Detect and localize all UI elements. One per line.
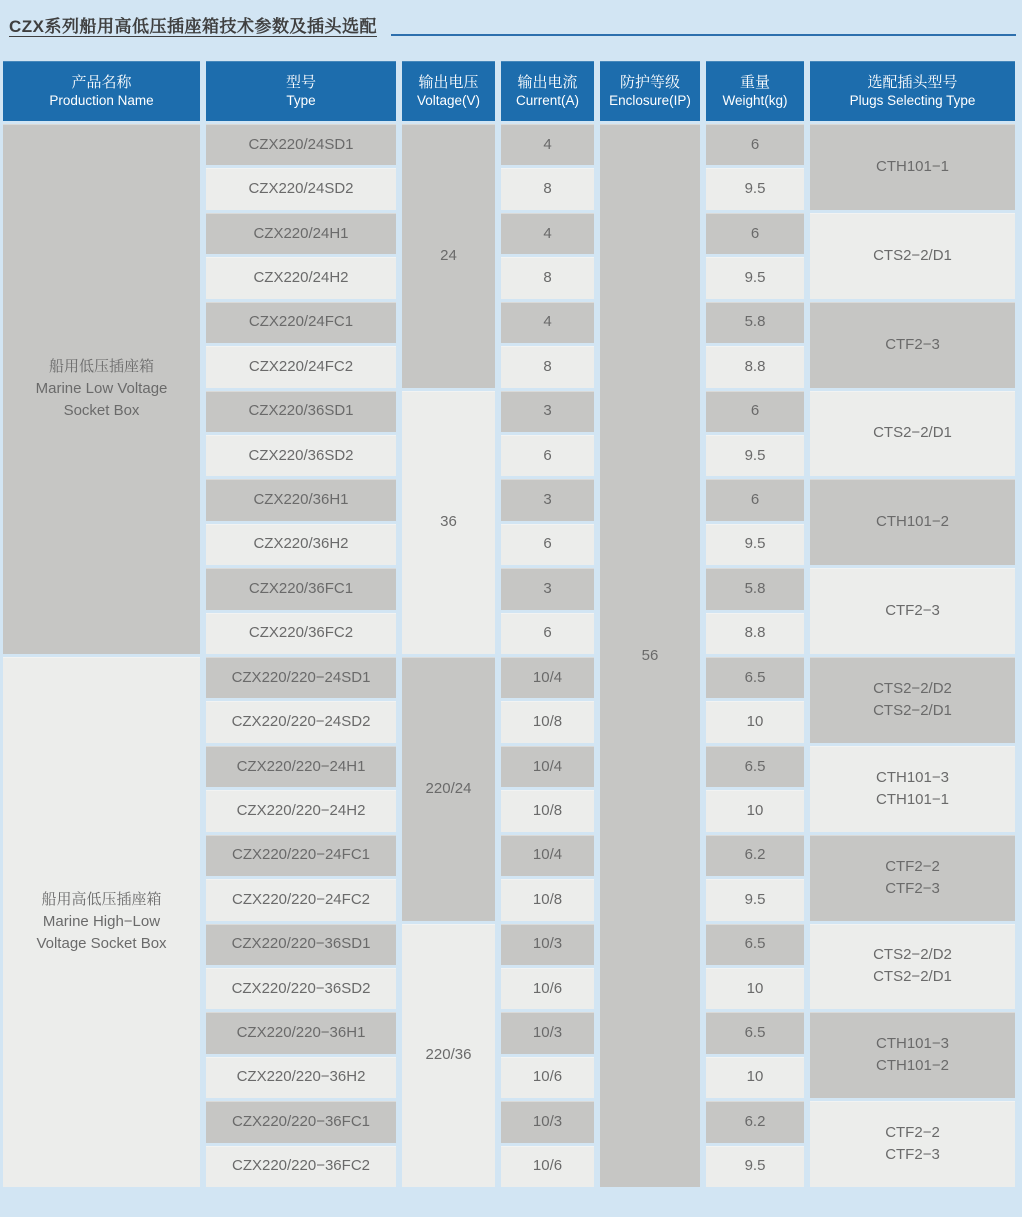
product-cell-text: Socket Box [63,402,140,419]
type-cell-text: CZX220/24FC2 [248,357,354,375]
weight-cell-text: 10 [746,979,764,997]
weight-cell-text: 9.5 [744,1157,766,1175]
current-cell-text: 10/8 [532,890,563,908]
weight-cell-text: 9.5 [744,535,766,553]
weight-cell [706,879,804,920]
weight-cell [706,302,804,343]
type-cell [206,346,396,387]
header-zh: 输出电流 [517,73,578,91]
voltage-cell-text: 36 [440,513,457,531]
header-zh: 重量 [739,73,770,91]
weight-cell-text: 6 [750,224,760,242]
enclosure-cell [600,124,700,1187]
current-cell [501,568,594,609]
current-cell [501,435,594,476]
product-cell [3,657,200,1187]
type-cell-text: CZX220/24H2 [253,268,349,286]
type-cell [206,613,396,654]
current-cell [501,657,594,698]
plug-cell-text: CTF2−2 [885,857,940,875]
plug-cell-text: CTH101−3 [876,1035,949,1053]
current-cell-text: 10/3 [532,1112,563,1130]
weight-cell [706,1057,804,1098]
current-cell [501,168,594,209]
weight-cell-text: 9.5 [744,890,766,908]
weight-cell-text: 6.5 [744,935,766,953]
current-cell [501,1012,594,1053]
type-cell-text: CZX220/220−24SD1 [231,668,371,686]
type-cell [206,435,396,476]
current-cell [501,613,594,654]
type-cell-text: CZX220/36H2 [253,535,349,553]
current-cell [501,1101,594,1142]
current-cell-text: 10/3 [532,1024,563,1042]
weight-cell-text: 10 [746,1068,764,1086]
current-cell-text: 3 [543,491,552,509]
weight-cell [706,657,804,698]
plug-cell-text: CTF2−3 [885,879,940,897]
weight-cell-text: 5.8 [744,313,766,331]
current-cell-text: 10/4 [532,668,563,686]
product-cell-text: Marine High−Low [42,913,161,930]
weight-cell [706,1012,804,1053]
plug-cell [810,302,1015,388]
current-cell [501,302,594,343]
current-cell [501,124,594,165]
type-cell-text: CZX220/220−36H1 [236,1024,366,1042]
weight-cell-text: 9.5 [744,180,766,198]
type-cell [206,657,396,698]
plug-cell-text: CTH101−2 [876,1057,949,1075]
plug-cell-text: CTS2−2/D2 [873,946,952,964]
current-cell-text: 10/8 [532,801,563,819]
weight-cell [706,790,804,831]
current-cell-text: 3 [543,579,552,597]
weight-cell-text: 6 [750,491,760,509]
type-cell-text: CZX220/24H1 [253,224,349,242]
page-title: CZX系列船用高低压插座箱技术参数及插头选配 [9,17,377,36]
plug-cell [810,568,1015,654]
plug-cell [810,924,1015,1010]
type-cell-text: CZX220/36H1 [253,491,349,509]
type-cell [206,924,396,965]
enclosure-cell-text: 56 [641,646,659,664]
current-cell-text: 10/6 [532,1157,563,1175]
title-rule [391,34,1016,36]
weight-cell-text: 9.5 [744,446,766,464]
header-production-name [3,61,200,121]
current-cell-text: 10/3 [532,935,563,953]
current-cell [501,790,594,831]
spec-table [0,61,1022,1187]
weight-cell-text: 6.2 [744,846,766,864]
weight-cell-text: 6 [750,135,760,153]
plug-cell-text: CTH101−2 [876,513,949,531]
weight-cell-text: 6.5 [744,757,766,775]
product-cell-text: Voltage Socket Box [36,935,167,952]
weight-cell [706,524,804,565]
weight-cell [706,346,804,387]
plug-cell-text: CTF2−3 [885,1146,940,1164]
header-en: Weight(kg) [722,92,788,108]
type-cell [206,479,396,520]
plug-cell [810,391,1015,477]
header-zh: 选配插头型号 [867,73,958,91]
weight-cell-text: 6.2 [744,1112,766,1130]
type-cell-text: CZX220/220−36H2 [236,1068,366,1086]
weight-cell-text: 10 [746,801,764,819]
weight-cell-text: 8.8 [744,357,766,375]
current-cell [501,257,594,298]
weight-cell [706,168,804,209]
type-cell [206,1012,396,1053]
weight-cell-text: 5.8 [744,579,766,597]
plug-cell [810,657,1015,743]
current-cell [501,1057,594,1098]
product-cell-text: 船用高低压插座箱 [41,891,162,908]
type-cell-text: CZX220/220−24FC2 [231,890,370,908]
weight-cell-text: 8.8 [744,624,766,642]
type-cell-text: CZX220/24FC1 [248,313,354,331]
weight-cell [706,968,804,1009]
table-header-row [3,61,1019,121]
type-cell [206,746,396,787]
weight-cell [706,124,804,165]
plug-cell-text: CTH101−3 [876,768,949,786]
type-cell [206,391,396,432]
type-cell-text: CZX220/220−36SD2 [231,979,371,997]
current-cell-text: 10/6 [532,1068,563,1086]
type-cell [206,257,396,298]
current-cell [501,701,594,742]
plug-cell [810,746,1015,832]
current-cell [501,524,594,565]
current-cell-text: 10/4 [532,846,563,864]
type-cell-text: CZX220/36FC2 [248,624,354,642]
current-cell-text: 6 [543,535,552,553]
voltage-cell [402,124,495,388]
plug-cell-text: CTF2−3 [885,602,940,620]
current-cell [501,746,594,787]
plug-cell [810,479,1015,565]
current-cell [501,213,594,254]
weight-cell [706,924,804,965]
header-zh: 型号 [285,73,316,91]
weight-cell [706,391,804,432]
type-cell [206,124,396,165]
weight-cell-text: 9.5 [744,268,766,286]
weight-cell-text: 6 [750,402,760,420]
voltage-cell [402,924,495,1188]
weight-cell [706,1101,804,1142]
weight-cell [706,568,804,609]
product-cell-text: 船用低压插座箱 [48,358,154,375]
voltage-cell-text: 220/36 [425,1046,472,1064]
header-type [206,61,396,121]
current-cell-text: 10/6 [532,979,563,997]
type-cell [206,168,396,209]
weight-cell [706,257,804,298]
title-row [0,0,1022,37]
table-body [3,124,1019,1187]
weight-cell-text: 6.5 [744,1024,766,1042]
type-cell [206,568,396,609]
type-cell [206,879,396,920]
plug-cell-text: CTS2−2/D1 [873,424,952,442]
type-cell-text: CZX220/220−24H2 [236,801,366,819]
current-cell-text: 8 [543,357,552,375]
header-weight [706,61,804,121]
type-cell [206,1146,396,1187]
type-cell [206,302,396,343]
weight-cell [706,479,804,520]
product-cell [3,124,200,654]
current-cell [501,968,594,1009]
plug-cell [810,1101,1015,1187]
header-zh: 输出电压 [418,73,479,91]
type-cell-text: CZX220/220−24H1 [236,757,366,775]
voltage-cell [402,657,495,921]
type-cell-text: CZX220/220−24FC1 [231,846,370,864]
current-cell-text: 10/8 [532,713,563,731]
plug-cell [810,124,1015,210]
current-cell [501,1146,594,1187]
type-cell [206,1057,396,1098]
plug-cell-text: CTS2−2/D2 [873,679,952,697]
plug-cell-text: CTF2−2 [885,1124,940,1142]
weight-cell [706,835,804,876]
header-en: Production Name [49,92,154,108]
type-cell-text: CZX220/24SD1 [248,135,354,153]
current-cell-text: 4 [543,313,552,331]
header-en: Voltage(V) [416,92,481,108]
product-cell-text: Marine Low Voltage [35,380,168,397]
header-en: Enclosure(IP) [609,92,691,108]
current-cell-text: 8 [543,268,552,286]
type-cell-text: CZX220/220−36SD1 [231,935,371,953]
header-voltage [402,61,495,121]
current-cell [501,835,594,876]
type-cell-text: CZX220/24SD2 [248,180,354,198]
type-cell-text: CZX220/220−24SD2 [231,713,371,731]
current-cell [501,479,594,520]
current-cell-text: 4 [543,135,552,153]
weight-cell [706,613,804,654]
type-cell [206,835,396,876]
plug-cell-text: CTS2−2/D1 [873,246,952,264]
header-en: Current(A) [515,92,579,108]
weight-cell [706,746,804,787]
plug-cell-text: CTF2−3 [885,335,940,353]
plug-cell-text: CTH101−1 [876,790,949,808]
weight-cell [706,1146,804,1187]
current-cell-text: 4 [543,224,552,242]
type-cell-text: CZX220/36SD1 [248,402,354,420]
current-cell [501,879,594,920]
plug-cell-text: CTH101−1 [876,157,949,175]
weight-cell [706,213,804,254]
type-cell-text: CZX220/220−36FC2 [231,1157,370,1175]
current-cell-text: 8 [543,180,552,198]
header-plugs [810,61,1015,121]
type-cell [206,790,396,831]
current-cell-text: 3 [543,402,552,420]
type-cell [206,968,396,1009]
type-cell [206,1101,396,1142]
weight-cell-text: 10 [746,713,764,731]
plug-cell [810,213,1015,299]
plug-cell-text: CTS2−2/D1 [873,701,952,719]
weight-cell [706,701,804,742]
header-current [501,61,594,121]
plug-cell [810,835,1015,921]
header-enclosure [600,61,700,121]
voltage-cell-text: 24 [440,246,457,264]
type-cell-text: CZX220/36FC1 [248,579,354,597]
current-cell-text: 6 [543,624,552,642]
current-cell [501,391,594,432]
weight-cell [706,435,804,476]
header-en: Plugs Selecting Type [849,92,976,108]
type-cell [206,524,396,565]
current-cell [501,924,594,965]
current-cell-text: 10/4 [532,757,563,775]
voltage-cell-text: 220/24 [425,779,472,797]
header-zh: 产品名称 [71,73,132,91]
type-cell-text: CZX220/36SD2 [248,446,354,464]
plug-cell-text: CTS2−2/D1 [873,968,952,986]
plug-cell [810,1012,1015,1098]
weight-cell-text: 6.5 [744,668,766,686]
voltage-cell [402,391,495,655]
type-cell-text: CZX220/220−36FC1 [231,1112,370,1130]
current-cell-text: 6 [543,446,552,464]
header-zh: 防护等级 [619,73,680,91]
type-cell [206,701,396,742]
type-cell [206,213,396,254]
current-cell [501,346,594,387]
header-en: Type [286,92,316,108]
